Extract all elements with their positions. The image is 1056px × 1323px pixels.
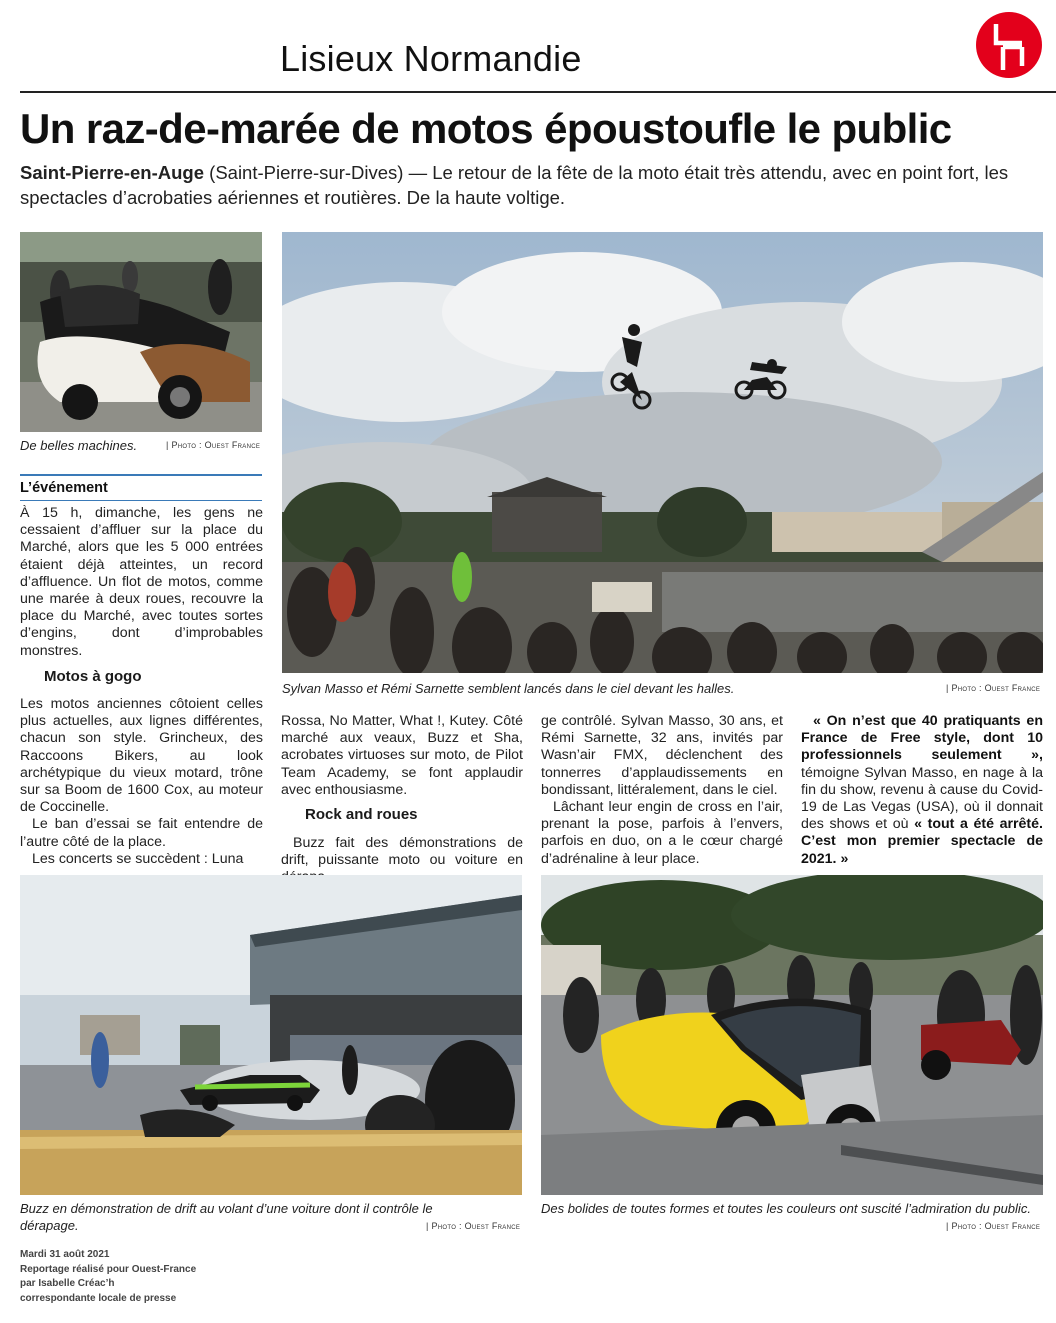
photo-credit: | Photo : Ouest France xyxy=(946,683,1041,693)
paragraph: Les concerts se succèdent : Luna xyxy=(32,850,244,867)
footer-credits xyxy=(20,1248,196,1306)
subheading: Rock and roues xyxy=(305,806,418,823)
photo-caption: De belles machines. xyxy=(20,438,138,453)
paragraph: À 15 h, dimanche, les gens ne cessaient d’affluer sur la place du Marché, alors que les 5 000 entrées étaient déjà atteintes, un record d’affluence. Un flot de motos, comme une marée à deux roues, recouvre la place du Marché, avec toutes sortes d’engins, dont d’improbables monstres. xyxy=(20,505,263,659)
article-column-2 xyxy=(281,713,523,799)
article-column-4 xyxy=(801,713,1043,868)
footer-line: Reportage réalisé pour Ouest-France xyxy=(20,1263,197,1275)
photo-freestyle-jump xyxy=(282,232,1043,673)
photo-caption: Des bolides de toutes formes et toutes les couleurs ont suscité l’admiration du public. xyxy=(541,1201,1031,1216)
paragraph: Rossa, No Matter, What !, Kutey. Côté marché aux veaux, Buzz et Sha, acrobates virtuoses sur moto, de Pilot Team Academy, se font applaudir avec enthousiasme. xyxy=(281,713,523,798)
event-box-text xyxy=(20,505,263,660)
quote: « tout a été arrêté. C’est mon premier spectacle de 2021. » xyxy=(801,816,1043,867)
header-rule xyxy=(20,91,1056,93)
photo-credit: | Photo : Ouest France xyxy=(166,440,261,450)
footer-line: par Isabelle Créac’h xyxy=(20,1278,115,1289)
photo-caption: Sylvan Masso et Rémi Sarnette semblent lancés dans le ciel devant les halles. xyxy=(282,681,735,696)
headline: Un raz-de-marée de motos époustoufle le public xyxy=(20,105,952,152)
lede-place: Saint-Pierre-en-Auge xyxy=(20,162,205,183)
photo-credit: | Photo : Ouest France xyxy=(946,1221,1041,1231)
paragraph: Buzz fait des démonstrations de drift, puissante moto ou voiture en xyxy=(281,835,523,869)
paragraph: Lâchant leur engin de cross en l’air, prenant la pose, parfois à l’envers, parfois en duo, on a le cœur chargé d’adrénaline à leur place. xyxy=(541,799,783,867)
section-title: Lisieux Normandie xyxy=(280,38,582,79)
ouest-france-logo-icon xyxy=(976,12,1042,78)
text: témoigne Sylvan Masso, en nage à la fin du show, revenu à cause du Covid-19 de Las Vegas (USA), où il donnait des shows et où xyxy=(801,764,1043,833)
article-column-1 xyxy=(20,696,263,868)
footer-line: correspondante locale de presse xyxy=(20,1292,177,1304)
event-box-rule xyxy=(20,500,262,501)
photo-motorcycle xyxy=(20,232,262,432)
article-column-3 xyxy=(541,713,783,868)
paragraph: Les motos anciennes côtoient celles plus actuelles, aux lignes différentes, chacun son style. Grincheux, des Raccoons Bikers, au look archétypique du vieux motard, trône sur sa Boom de 1600 Cox, au moteur de Coccinelle. xyxy=(20,696,263,816)
photo-credit: | Photo : Ouest France xyxy=(426,1221,521,1231)
paragraph: Le ban d’essai se fait entendre de l’autre côté de la place. xyxy=(20,816,263,850)
photo-caption: Buzz en démonstration de drift au volant d’une voiture dont il contrôle le dérapage. xyxy=(20,1201,433,1233)
event-box-title: L’événement xyxy=(20,480,108,496)
lede-text: Le retour de la fête de la moto était très attendu, avec en point fort, les spectacles d’acrobaties aériennes et routières. De la haute voltige. xyxy=(20,162,1009,208)
photo-yellow-trike xyxy=(541,875,1043,1195)
paragraph: ge contrôlé. Sylvan Masso, 30 ans, et Rémi Sarnette, 32 ans, invités par Wasn’air FMX, déclenchent des tonnerres d’applaudissements en bondissant, littéralement, dans le ciel. xyxy=(541,713,783,798)
subheading: Motos à gogo xyxy=(44,668,142,685)
paragraph xyxy=(801,713,1043,868)
quote: « On n’est que 40 pratiquants en France de Free style, dont 10 professionnels seulement », xyxy=(801,713,1043,764)
lede xyxy=(20,160,1040,210)
footer-date: Mardi 31 août 2021 xyxy=(20,1249,110,1260)
lede-place-detail: (Saint-Pierre-sur-Dives) — xyxy=(209,162,428,183)
event-box-rule xyxy=(20,474,262,476)
photo-drift-car xyxy=(20,875,522,1195)
